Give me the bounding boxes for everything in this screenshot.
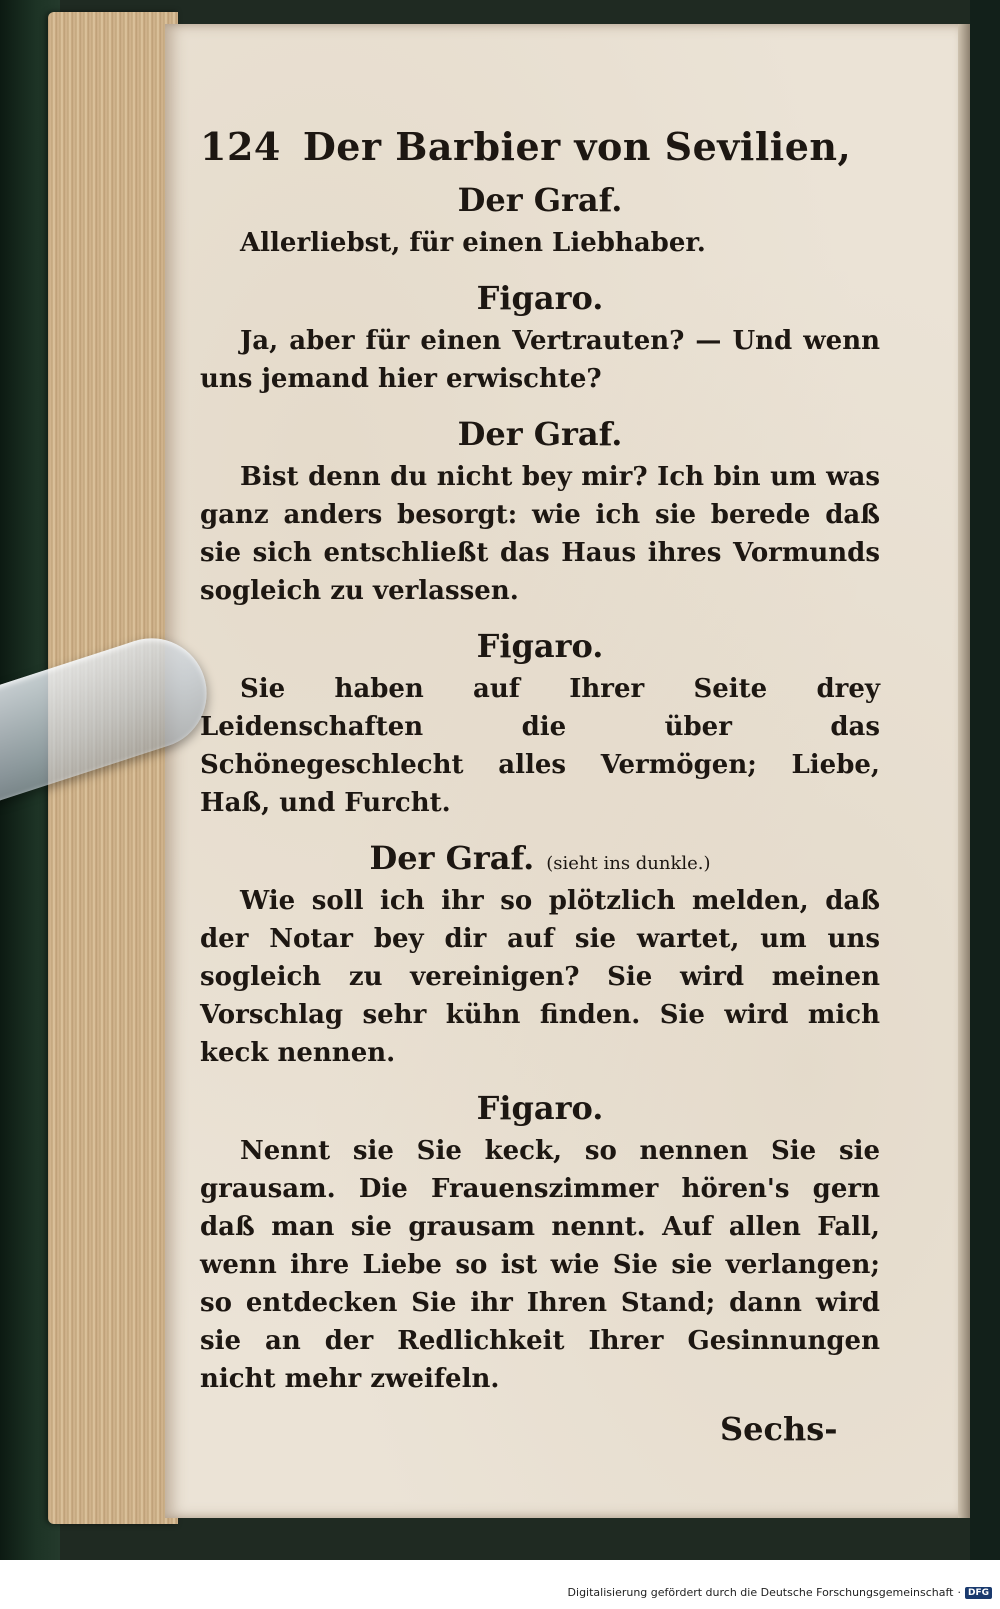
digitization-footer: Digitalisierung gefördert durch die Deutsche Forschungsgemeinschaft · DFG bbox=[568, 1586, 992, 1599]
dialogue-paragraph: Allerliebst, für einen Liebhaber. bbox=[240, 228, 706, 258]
speaker-name: Der Graf. bbox=[457, 181, 623, 219]
dialogue-paragraph: Nennt sie Sie keck, so nennen Sie sie grausam. Die Frauenszimmer hören's gern daß man sie grausam nennt. Auf allen Fall, wenn ihre Liebe so ist wie Sie sie verlangen; so entdecken Sie ihr Ihren Stand; dann wird sie an der Redlichkeit Ihrer Gesinnungen nicht mehr zweifeln. bbox=[200, 1136, 880, 1394]
footer-strip bbox=[0, 1560, 1000, 1609]
speaker-name: Der Graf. bbox=[457, 415, 623, 453]
speaker-name: Der Graf. bbox=[369, 839, 535, 877]
speaker-with-direction bbox=[200, 834, 880, 882]
background-right bbox=[970, 0, 1000, 1560]
dialogue-paragraph: Wie soll ich ihr so plötzlich melden, daß der Notar bey dir auf sie wartet, um uns sogleich zu vereinigen? Sie wird meinen Vorschlag sehr kühn finden. Sie wird mich keck nennen. bbox=[200, 886, 880, 1068]
page-number: 124 bbox=[200, 124, 281, 169]
footer-credit: Digitalisierung gefördert durch die Deutsche Forschungsgemeinschaft bbox=[567, 1586, 954, 1599]
speaker-name: Figaro. bbox=[476, 627, 604, 665]
catchword: Sechs- bbox=[720, 1410, 838, 1448]
running-title: Der Barbier von Sevilien, bbox=[302, 124, 852, 169]
dfg-logo-icon: DFG bbox=[965, 1587, 992, 1599]
page-text bbox=[200, 118, 880, 1410]
dialogue-paragraph: Bist denn du nicht bey mir? Ich bin um was ganz anders besorgt: wie ich sie berede daß sie sich entschließt das Haus ihres Vormunds sogleich zu verlassen. bbox=[200, 462, 880, 606]
dialogue-paragraph: Sie haben auf Ihrer Seite drey Leidenschaften die über das Schönegeschlecht alles Vermögen; Liebe, Haß, und Furcht. bbox=[200, 674, 880, 818]
speaker-name: Figaro. bbox=[476, 279, 604, 317]
running-header bbox=[200, 118, 880, 176]
speaker-name: Figaro. bbox=[476, 1089, 604, 1127]
dialogue-paragraph: Ja, aber für einen Vertrauten? — Und wenn uns jemand hier erwischte? bbox=[200, 326, 880, 394]
stage-direction: (sieht ins dunkle.) bbox=[546, 853, 711, 874]
page-right-shadow bbox=[958, 24, 970, 1518]
